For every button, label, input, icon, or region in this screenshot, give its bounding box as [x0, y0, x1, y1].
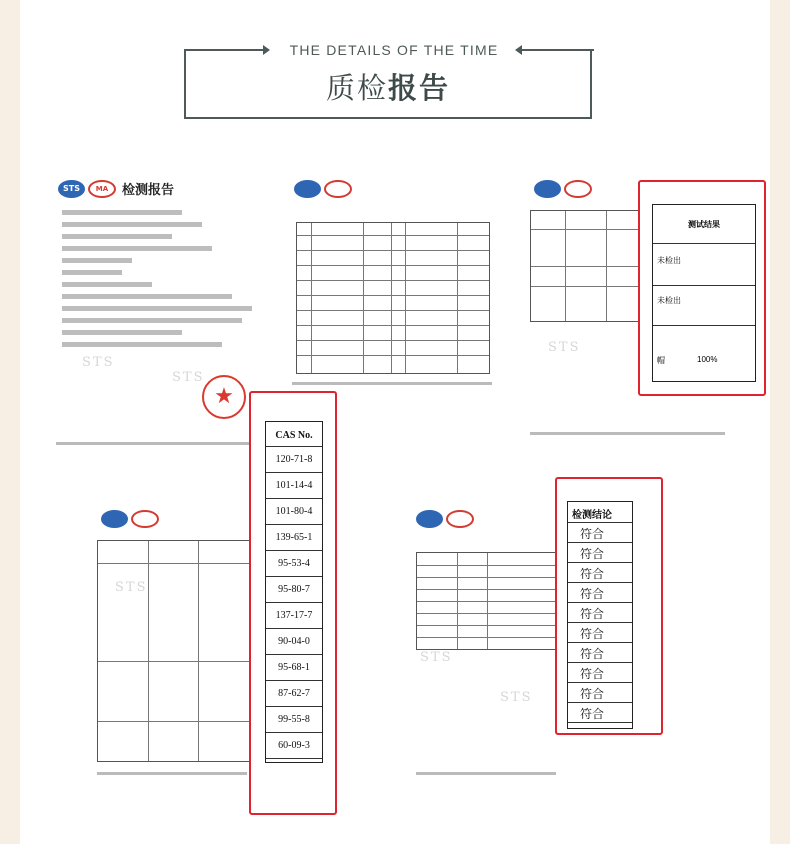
page-title — [184, 66, 592, 107]
conclusion-divider — [568, 682, 632, 683]
cma-logo-icon — [446, 510, 474, 528]
cas-divider — [266, 628, 322, 629]
watermark: STS — [420, 650, 453, 665]
report-table — [296, 222, 490, 374]
cas-number: 101-14-4 — [275, 480, 313, 491]
zoom-conclusions — [555, 477, 663, 735]
report-table — [530, 210, 640, 322]
sts-logo-icon — [101, 510, 128, 528]
conclusion-value: 符合 — [580, 687, 605, 701]
sts-logo-icon — [416, 510, 443, 528]
watermark: STS — [82, 355, 115, 370]
watermark: STS — [500, 690, 533, 705]
red-seal-icon: ★ — [202, 375, 246, 419]
report-header — [58, 178, 174, 200]
cas-number: 95-68-1 — [278, 662, 310, 673]
watermark: STS — [172, 370, 205, 385]
conclusion-value: 符合 — [580, 627, 605, 641]
report-header — [534, 178, 592, 200]
cma-logo-icon — [564, 180, 592, 198]
sts-logo-icon: STS — [58, 180, 85, 198]
conclusion-divider — [568, 582, 632, 583]
sts-logo-icon — [294, 180, 321, 198]
conclusion-value: 符合 — [580, 667, 605, 681]
results-percent: 100% — [697, 355, 718, 364]
conclusion-divider — [568, 622, 632, 623]
cas-divider — [266, 732, 322, 733]
watermark: STS — [115, 580, 148, 595]
report-table — [97, 540, 259, 762]
cas-divider — [266, 680, 322, 681]
results-value: 未检出 — [657, 256, 681, 265]
conclusion-divider — [568, 562, 632, 563]
cas-divider — [266, 498, 322, 499]
results-table — [652, 204, 756, 382]
conclusion-value: 符合 — [580, 707, 605, 721]
report-page-5 — [410, 500, 560, 790]
cas-divider — [266, 446, 322, 447]
cas-header: CAS No. — [275, 430, 313, 441]
report-header — [101, 508, 159, 530]
cas-divider — [266, 472, 322, 473]
cas-number: 101-80-4 — [275, 506, 313, 517]
cas-divider — [266, 550, 322, 551]
cas-number: 90-04-0 — [278, 636, 310, 647]
conclusion-divider — [568, 602, 632, 603]
cas-number: 139-65-1 — [275, 532, 313, 543]
report-header — [416, 508, 474, 530]
conclusion-divider — [568, 722, 632, 723]
report-page-1 — [52, 170, 262, 460]
results-label: 帽 — [657, 356, 665, 365]
cas-number: 137-17-7 — [275, 610, 313, 621]
cas-divider — [266, 524, 322, 525]
conclusion-value: 符合 — [580, 607, 605, 621]
conclusion-divider — [568, 642, 632, 643]
title-bold: 报告 — [388, 71, 451, 105]
cas-number: 95-53-4 — [278, 558, 310, 569]
results-heading: 测试结果 — [688, 220, 720, 229]
conclusion-header: 检测结论 — [572, 510, 612, 521]
conclusion-divider — [568, 542, 632, 543]
conclusion-divider — [568, 702, 632, 703]
cas-divider — [266, 576, 322, 577]
conclusion-value: 符合 — [580, 647, 605, 661]
cas-number: 95-80-7 — [278, 584, 310, 595]
cas-divider — [266, 758, 322, 759]
cas-table — [265, 421, 323, 763]
cas-divider — [266, 654, 322, 655]
results-value: 未检出 — [657, 296, 681, 305]
cas-number: 60-09-3 — [278, 740, 310, 751]
cas-number: 99-55-8 — [278, 714, 310, 725]
conclusion-table — [567, 501, 633, 729]
cas-number: 120-71-8 — [275, 454, 313, 465]
zoom-test-results — [638, 180, 766, 396]
report-title: 检测报告 — [122, 183, 175, 198]
report-header — [294, 178, 352, 200]
cma-logo-icon: MA — [88, 180, 116, 198]
sts-logo-icon — [534, 180, 561, 198]
cas-divider — [266, 602, 322, 603]
report-page-2 — [288, 170, 498, 400]
cas-number: 87-62-7 — [278, 688, 310, 699]
conclusion-value: 符合 — [580, 547, 605, 561]
conclusion-value: 符合 — [580, 587, 605, 601]
report-page-4 — [95, 500, 275, 790]
conclusion-value: 符合 — [580, 527, 605, 541]
header-subtitle: THE DETAILS OF THE TIME — [289, 42, 499, 58]
cma-logo-icon — [324, 180, 352, 198]
report-table — [416, 552, 558, 650]
cma-logo-icon — [131, 510, 159, 528]
zoom-cas-numbers — [249, 391, 337, 815]
title-light: 质检 — [325, 71, 388, 105]
watermark: STS — [548, 340, 581, 355]
cas-divider — [266, 706, 322, 707]
conclusion-divider — [568, 662, 632, 663]
conclusion-value: 符合 — [580, 567, 605, 581]
conclusion-divider — [568, 522, 632, 523]
